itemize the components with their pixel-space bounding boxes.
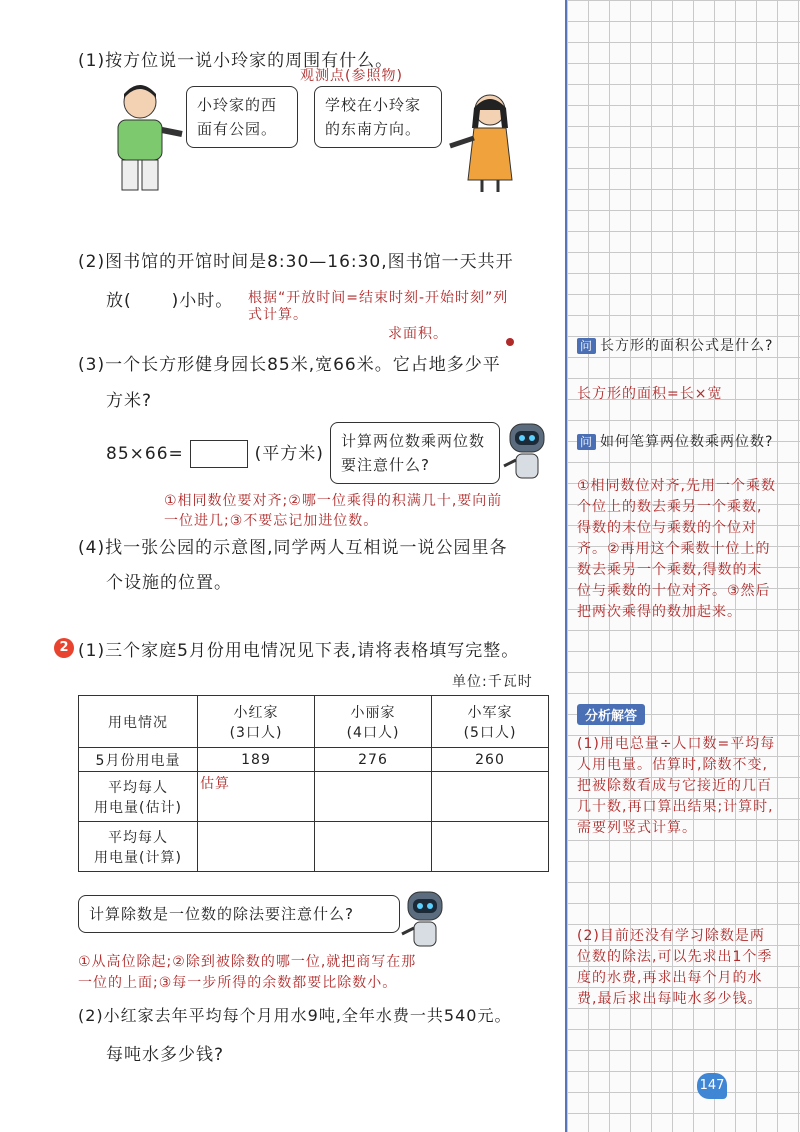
header-family-1: 小红家 (3口人) xyxy=(198,696,315,748)
boy-speech-bubble: 小玲家的西面有公园。 xyxy=(186,86,298,148)
analysis-badge: 分析解答 xyxy=(577,704,645,725)
p2-note-line2: 一位的上面;③每一步所得的余数都要比除数小。 xyxy=(78,975,398,991)
robot-icon xyxy=(502,420,552,485)
side-answer-3: (1)用电总量÷人口数=平均每人用电量。估算时,除数不变,把被除数看成与它接近的几百几十数,再口算出结果;计算时,需要列竖式计算。 xyxy=(577,736,776,836)
answer-cell[interactable] xyxy=(315,822,432,872)
q3-annotation: 求面积。 xyxy=(388,326,448,342)
question-icon: 问 xyxy=(577,434,596,450)
q2-note-line1: 根据“开放时间=结束时刻-开始时刻”列 xyxy=(248,290,509,306)
electricity-table xyxy=(78,695,549,872)
q2-line2: 放( )小时。 xyxy=(106,291,234,311)
q2-note-line2: 式计算。 xyxy=(248,307,308,323)
q3-answer-box[interactable] xyxy=(190,440,248,468)
value-cell: 260 xyxy=(432,748,549,772)
marker-dot xyxy=(506,338,514,346)
problem-number-badge: 2 xyxy=(54,638,74,658)
answer-cell[interactable] xyxy=(198,822,315,872)
girl-figure xyxy=(440,88,530,193)
q4-line1: (4)找一张公园的示意图,同学两人互相说一说公园里各 xyxy=(78,538,508,558)
value-cell: 189 xyxy=(198,748,315,772)
side-answer-4: (2)目前还没有学习除数是两位数的除法,可以先求出1个季度的水费,再求出每个月的水费,最后求出每吨水多少钱。 xyxy=(577,928,773,1007)
q1-title: (1)按方位说一说小玲家的周围有什么。 xyxy=(78,51,394,71)
p2-note-line1: ①从高位除起;②除到被除数的哪一位,就把商写在那 xyxy=(78,954,417,970)
side-answer-2: ①相同数位对齐,先用一个乘数个位上的数去乘另一个乘数,得数的末位与乘数的个位对齐。②再用这个乘数十位上的数去乘另一个乘数,得数的末位与乘数的十位对齐。③然后把两次乘得的数加起来。 xyxy=(577,478,777,620)
q3-note-line2: 一位进几;③不要忘记加进位数。 xyxy=(164,513,379,529)
q2-line1: (2)图书馆的开馆时间是8:30—16:30,图书馆一天共开 xyxy=(78,252,514,272)
q4-line2: 个设施的位置。 xyxy=(106,573,232,593)
header-usage: 用电情况 xyxy=(79,696,198,748)
row-label-estimate: 平均每人 用电量(估计) xyxy=(79,772,198,822)
boy-figure xyxy=(100,80,190,195)
q3-note-line1: ①相同数位要对齐;②哪一位乘得的积满几十,要向前 xyxy=(164,493,503,509)
answer-cell[interactable] xyxy=(432,822,549,872)
q3-speech-bubble: 计算两位数乘两位数要注意什么? xyxy=(330,422,500,484)
robot-icon xyxy=(400,888,450,953)
question-icon: 问 xyxy=(577,338,596,354)
q3-equation: 85×66= (平方米) xyxy=(106,439,324,468)
answer-cell[interactable] xyxy=(432,772,549,822)
p2-title: (1)三个家庭5月份用电情况见下表,请将表格填写完整。 xyxy=(78,641,520,661)
row-label-calculate: 平均每人 用电量(计算) xyxy=(79,822,198,872)
p2-q2-line1: (2)小红家去年平均每个月用水9吨,全年水费一共540元。 xyxy=(78,1006,512,1025)
estimate-annotation: 估算 xyxy=(200,776,230,792)
unit-label: 单位:千瓦时 xyxy=(452,674,533,690)
q1-annotation: 观测点(参照物) xyxy=(300,68,403,84)
side-question-1: 问 长方形的面积公式是什么? xyxy=(577,336,777,357)
header-family-2: 小丽家 (4口人) xyxy=(315,696,432,748)
row-label-may: 5月份用电量 xyxy=(79,748,198,772)
value-cell: 276 xyxy=(315,748,432,772)
answer-cell[interactable] xyxy=(315,772,432,822)
p2-speech-bubble: 计算除数是一位数的除法要注意什么? xyxy=(78,895,400,933)
side-answer-1: 长方形的面积=长×宽 xyxy=(577,386,723,402)
girl-speech-bubble: 学校在小玲家的东南方向。 xyxy=(314,86,442,148)
q3-line2: 方米? xyxy=(106,391,153,411)
side-question-2: 问 如何笔算两位数乘两位数? xyxy=(577,432,777,453)
page-number: 147 xyxy=(697,1073,727,1099)
header-family-3: 小军家 (5口人) xyxy=(432,696,549,748)
p2-q2-line2: 每吨水多少钱? xyxy=(106,1045,225,1065)
q3-line1: (3)一个长方形健身园长85米,宽66米。它占地多少平 xyxy=(78,355,501,375)
